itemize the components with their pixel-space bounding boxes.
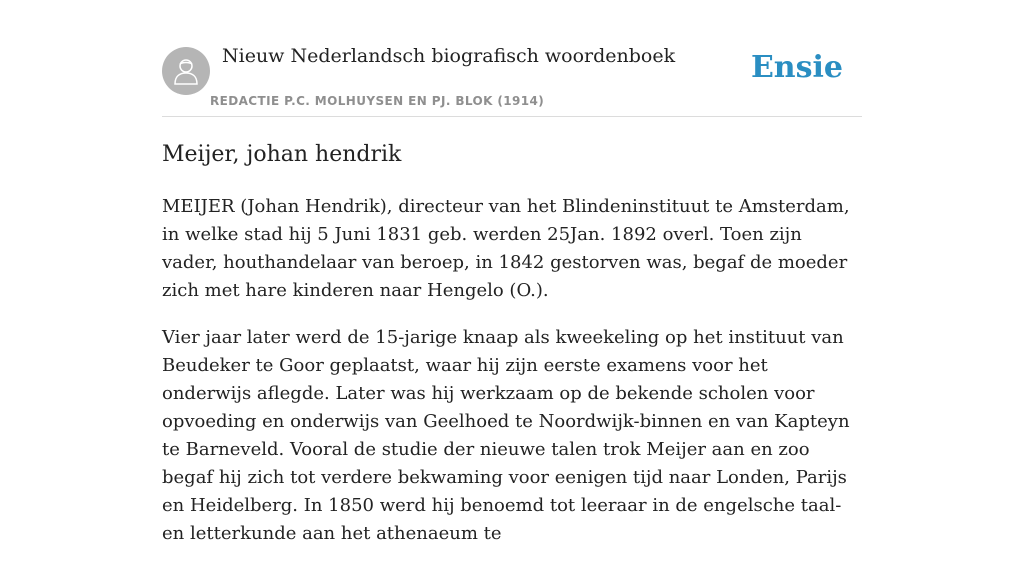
article-title: Meijer, johan hendrik <box>162 142 402 167</box>
user-icon <box>173 56 199 86</box>
source-header <box>162 0 862 117</box>
source-title[interactable]: Nieuw Nederlandsch biografisch woordenboek <box>222 45 676 67</box>
article-paragraph: MEIJER (Johan Hendrik), directeur van het Blindeninstituut te Amsterdam, in welke stad hij 5 Juni 1831 geb. werden 25Jan. 1892 overl. Toen zijn vader, houthandelaar van beroep, in 1842 gestorven was, begaf de moeder zich met hare kinderen naar Hengelo (O.). <box>162 196 850 301</box>
ensie-logo[interactable]: Ensie <box>750 50 843 85</box>
article-content <box>162 140 862 567</box>
source-subtitle: REDACTIE P.C. MOLHUYSEN EN PJ. BLOK (1914) <box>210 94 545 108</box>
article-paragraph: Vier jaar later werd de 15-jarige knaap als kweekeling op het instituut van Beudeker te Goor geplaatst, waar hij zijn eerste examens voor het onderwijs aflegde. Later was hij werkzaam op de bekende scholen voor opvoeding en onderwijs van Geelhoed te Noordwijk-binnen en van Kapteyn te Barneveld. Vooral de studie der nieuwe talen trok Meijer aan en zoo begaf hij zich tot verdere bekwaming voor eenigen tijd naar Londen, Parijs en Heidelberg. In 1850 werd hij benoemd tot leeraar in de engelsche taal- en letterkunde aan het athenaeum te <box>162 327 850 544</box>
avatar[interactable] <box>162 47 210 95</box>
